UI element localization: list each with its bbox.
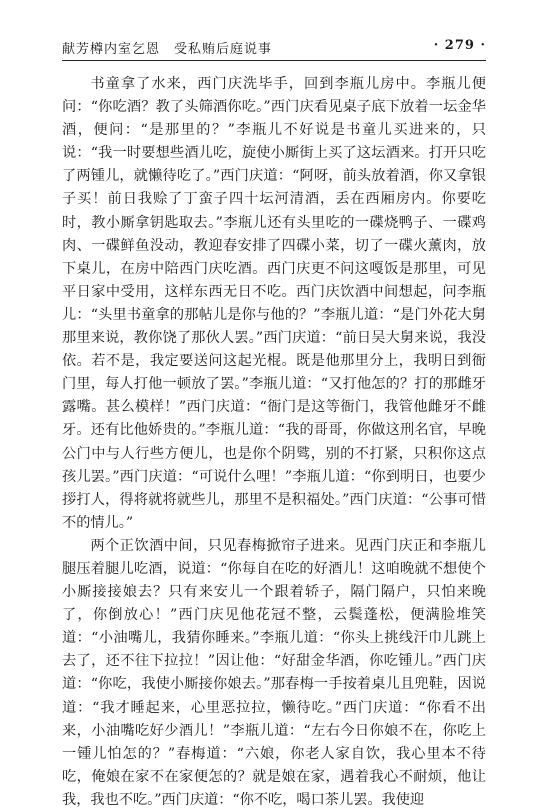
page-number: · 279 ·	[433, 38, 486, 53]
running-head	[62, 38, 486, 58]
header-rule	[62, 60, 486, 61]
chapter-title: 献芳樽内室乞恩 受私贿后庭说事	[62, 42, 273, 57]
body-text	[62, 73, 486, 812]
paragraph-1: 书童拿了水来，西门庆洗毕手，回到李瓶儿房中。李瓶儿便问：“你吃酒？教了头筛酒你吃。”西门庆看见桌子底下放着一坛金华酒，便问：“是那里的？”李瓶儿不好说是书童儿买进来的，只说：“我一时要想些酒儿吃，旋使小厮街上买了这坛酒来。打开只吃了两锺儿，就懒待吃了。”西门庆道：“阿呀，前头放着酒，你又拿银子买！前日我赊了丁蛮子四十坛河清酒，丢在西厢房内。你要吃时，教小厮拿钥匙取去。”李瓶儿还有头里吃的一碟烧鸭子、一碟鸡肉、一碟鲜鱼没动，教迎春安排了四碟小菜，切了一碟火薰肉，放下桌儿，在房中陪西门庆吃酒。西门庆更不问这嘎饭是那里，可见平日家中受用，这样东西无日不吃。西门庆饮酒中间想起，问李瓶儿：“头里书童拿的那帖儿是你与他的？”李瓶儿道：“是门外花大舅那里来说，教你饶了那伙人罢。”西门庆道：“前日吴大舅来说，我没依。若不是，我定要送问这起光棍。既是他那里分上，我明日到衙门里，每人打他一顿放了罢。”李瓶儿道：“又打他怎的？打的那雌牙露嘴。甚么模样！”西门庆道：“衙门是这等衙门，我管他雌牙不雌牙。还有比他娇贵的。”李瓶儿道：“我的哥哥，你做这刑名官，早晚公门中与人行些方便儿，也是你个阴骘，别的不打紧，只积你这点孩儿罢。”西门庆道：“可说什么哩！”李瓶儿道：“你到明日，也要少拶打人，得将就将就些儿，那里不是积福处。”西门庆道：“公事可惜不的情儿。”	[62, 76, 486, 531]
paragraph-2: 两个正饮酒中间，只见春梅掀帘子进来。见西门庆正和李瓶儿腿压着腿儿吃酒，说道：“你每自在吃的好酒儿！这咱晚就不想使个小厮接接娘去？只有来安儿一个跟着轿子，隔门隔户，只怕来晚了，你倒放心！”西门庆见他花冠不整，云鬓蓬松，便满脸堆笑道：“小油嘴儿，我猜你睡来。”李瓶儿道：“你头上挑线汗巾儿跳上去了，还不往下拉拉！”因让他：“好甜金华酒，你吃锺儿。”西门庆道：“你吃，我使小厮接你娘去。”那春梅一手按着桌儿且兜鞋，因说道：“我才睡起来，心里恶拉拉，懒待吃。”西门庆道：“你看不出来，小油嘴吃好少酒儿！”李瓶儿道：“左右今日你娘不在，你吃上一锺儿怕怎的？”春梅道：“六娘，你老人家自饮，我心里本不待吃，俺娘在家不在家便怎的？就是娘在家，遇着我心不耐烦，他让我，我也不吃。”西门庆道：“你不吃，喝口茶儿罢。我使迎	[62, 537, 486, 808]
